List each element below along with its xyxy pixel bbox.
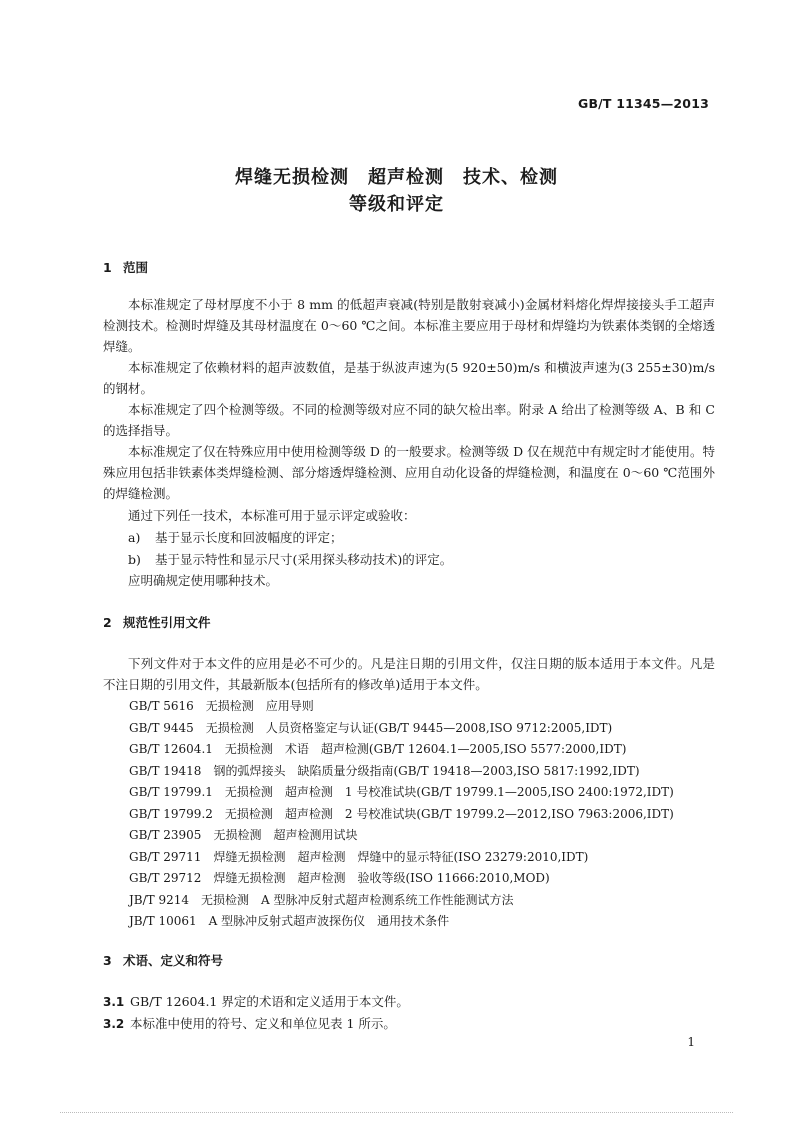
section-1-heading bbox=[103, 258, 148, 276]
list-marker: b) bbox=[128, 552, 141, 567]
section-1-number: 1 bbox=[103, 260, 112, 275]
bottom-divider bbox=[60, 1112, 733, 1113]
section-2-paragraph: 下列文件对于本文件的应用是必不可少的。凡是注日期的引用文件，仅注日期的版本适用于本文件。凡是不注日期的引用文件，其最新版本(包括所有的修改单)适用于本文件。 bbox=[103, 656, 715, 692]
list-item bbox=[128, 528, 343, 546]
clause-3-2 bbox=[103, 1014, 396, 1032]
reference-item: JB/T 9214 无损检测 A 型脉冲反射式超声检测系统工作性能测试方法 bbox=[129, 893, 514, 907]
section-1-title: 范围 bbox=[123, 260, 149, 275]
section-3-title: 术语、定义和符号 bbox=[123, 953, 224, 968]
section-2-number: 2 bbox=[103, 615, 112, 630]
page-number: 1 bbox=[687, 1035, 695, 1049]
section-1-intro: 通过下列任一技术，本标准可用于显示评定或验收： bbox=[128, 508, 416, 523]
reference-item: GB/T 19799.2 无损检测 超声检测 2 号校准试块(GB/T 19799.2—2012,ISO 7963:2006,IDT) bbox=[129, 807, 674, 821]
section-1-paragraph-1: 本标准规定了母材厚度不小于 8 mm 的低超声衰减(特别是散射衰减小)金属材料熔化焊焊接接头手工超声检测技术。检测时焊缝及其母材温度在 0～60 ℃之间。本标准主要应用于母材和焊缝均为铁素体类钢的全熔透焊缝。 bbox=[103, 297, 715, 354]
reference-item: GB/T 19418 钢的弧焊接头 缺陷质量分级指南(GB/T 19418—2003,ISO 5817:1992,IDT) bbox=[129, 764, 640, 778]
section-3-number: 3 bbox=[103, 953, 112, 968]
list-text: 基于显示长度和回波幅度的评定； bbox=[155, 530, 343, 545]
section-1-paragraph-3: 本标准规定了四个检测等级。不同的检测等级对应不同的缺欠检出率。附录 A 给出了检测等级 A、B 和 C 的选择指导。 bbox=[103, 402, 715, 438]
list-item bbox=[128, 550, 452, 568]
reference-item: GB/T 5616 无损检测 应用导则 bbox=[129, 699, 314, 713]
section-3-heading bbox=[103, 951, 223, 969]
reference-item: GB/T 23905 无损检测 超声检测用试块 bbox=[129, 828, 358, 842]
reference-item: JB/T 10061 A 型脉冲反射式超声波探伤仪 通用技术条件 bbox=[129, 914, 450, 928]
document-title-line2: 等级和评定 bbox=[349, 194, 444, 215]
reference-item: GB/T 29712 焊缝无损检测 超声检测 验收等级(ISO 11666:2010,MOD) bbox=[129, 871, 550, 885]
clause-3-1 bbox=[103, 992, 409, 1010]
section-2-heading bbox=[103, 613, 211, 631]
section-1-closing: 应明确规定使用哪种技术。 bbox=[128, 573, 279, 588]
clause-text: GB/T 12604.1 界定的术语和定义适用于本文件。 bbox=[130, 994, 409, 1009]
list-marker: a) bbox=[128, 530, 141, 545]
reference-item: GB/T 9445 无损检测 人员资格鉴定与认证(GB/T 9445—2008,ISO 9712:2005,IDT) bbox=[129, 721, 613, 735]
section-1-paragraph-2: 本标准规定了依赖材料的超声波数值，是基于纵波声速为(5 920±50)m/s 和横波声速为(3 255±30)m/s 的钢材。 bbox=[103, 360, 715, 396]
document-title-line1: 焊缝无损检测 超声检测 技术、检测 bbox=[235, 167, 558, 188]
clause-number: 3.2 bbox=[103, 1017, 125, 1031]
list-text: 基于显示特性和显示尺寸(采用探头移动技术)的评定。 bbox=[155, 552, 453, 567]
section-1-paragraph-4: 本标准规定了仅在特殊应用中使用检测等级 D 的一般要求。检测等级 D 仅在规范中有规定时才能使用。特殊应用包括非铁素体类焊缝检测、部分熔透焊缝检测、应用自动化设备的焊缝检测，和温度在 0～60 ℃范围外的焊缝检测。 bbox=[103, 444, 715, 501]
clause-text: 本标准中使用的符号、定义和单位见表 1 所示。 bbox=[130, 1016, 396, 1031]
clause-number: 3.1 bbox=[103, 995, 125, 1009]
reference-item: GB/T 12604.1 无损检测 术语 超声检测(GB/T 12604.1—2005,ISO 5577:2000,IDT) bbox=[129, 742, 627, 756]
standard-code: GB/T 11345—2013 bbox=[577, 96, 709, 111]
reference-item: GB/T 19799.1 无损检测 超声检测 1 号校准试块(GB/T 19799.1—2005,ISO 2400:1972,IDT) bbox=[129, 785, 674, 799]
section-2-title: 规范性引用文件 bbox=[123, 615, 211, 630]
reference-item: GB/T 29711 焊缝无损检测 超声检测 焊缝中的显示特征(ISO 23279:2010,IDT) bbox=[129, 850, 589, 864]
